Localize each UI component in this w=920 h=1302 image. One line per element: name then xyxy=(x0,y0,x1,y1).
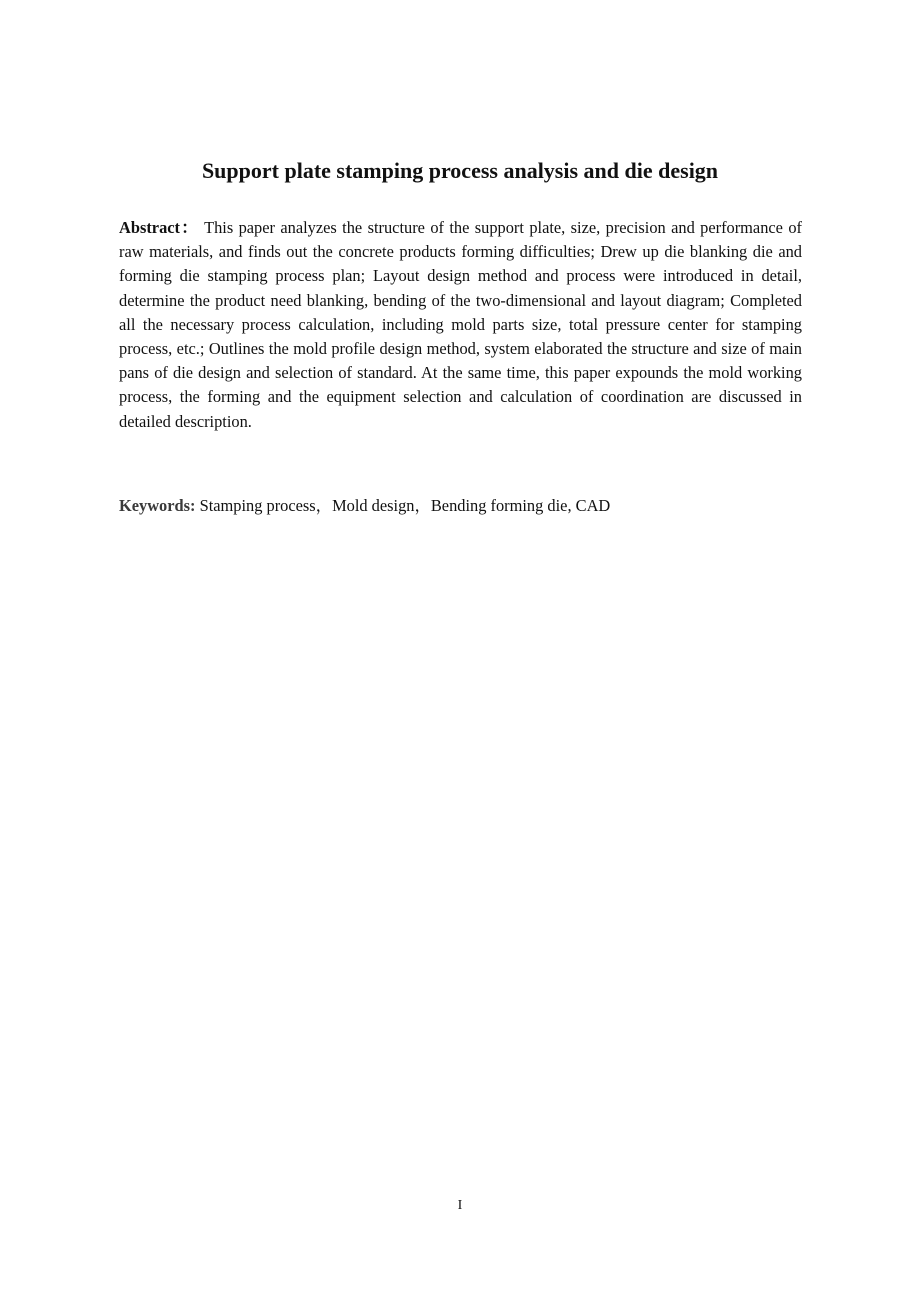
page-title: Support plate stamping process analysis and die design xyxy=(201,158,719,183)
keywords-line xyxy=(119,494,802,518)
keywords-label: Keywords: xyxy=(119,496,196,515)
page-number: I xyxy=(457,1198,463,1213)
abstract-paragraph xyxy=(119,216,802,434)
abstract-text: This paper analyzes the structure of the support plate, size, precision and performance of raw materials, and finds out the concrete products forming difficulties; Drew up die blanking die and forming die stamping process plan; Layout design method and process were introduced in detail, determine the product need blanking, bending of the two-dimensional and layout diagram; Completed all the necessary process calculation, including mold parts size, total pressure center for stamping process, etc.; Outlines the mold profile design method, system elaborated the structure and size of main pans of die design and selection of standard. At the same time, this paper expounds the mold working process, the forming and the equipment selection and calculation of coordination are discussed in detailed description. xyxy=(119,218,802,431)
keywords-text: Stamping process，Mold design，Bending forming die, CAD xyxy=(199,496,611,515)
abstract-label: Abstract： xyxy=(119,218,199,237)
